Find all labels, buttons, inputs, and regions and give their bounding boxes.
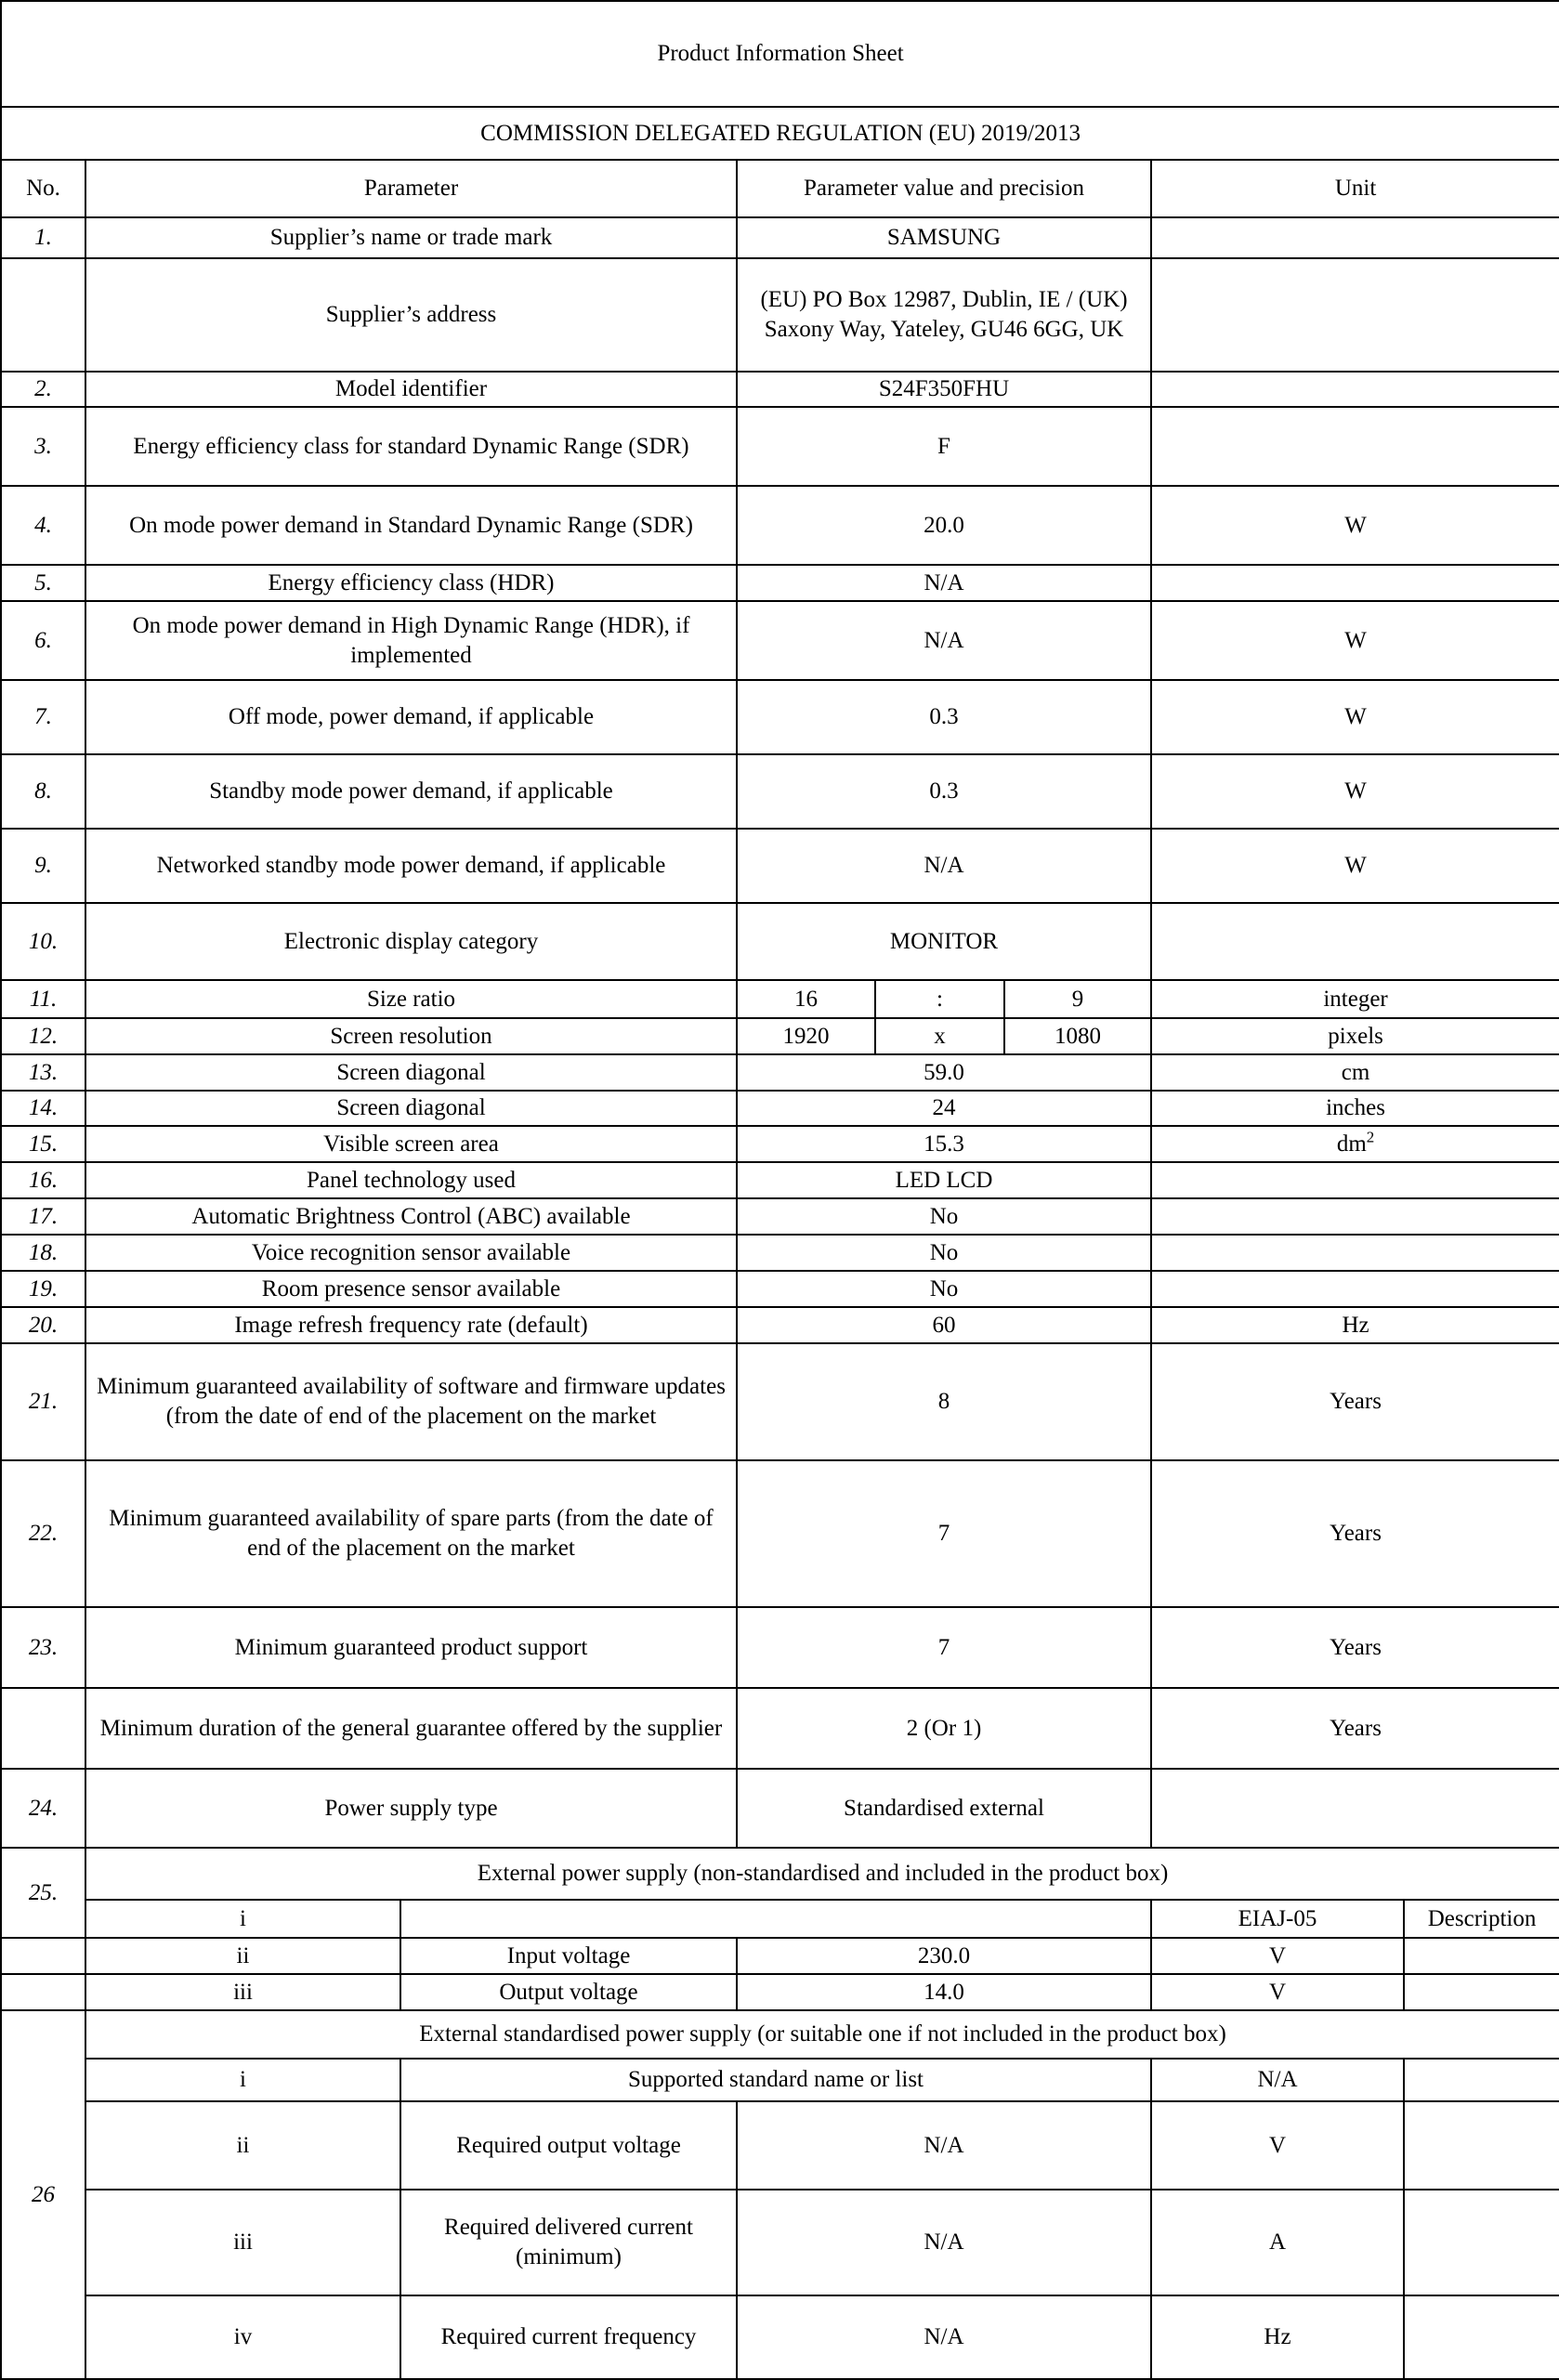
row-parameter: Energy efficiency class (HDR) [85, 565, 737, 601]
table-row [1, 1126, 1559, 1162]
unit-text: dm [1336, 1131, 1367, 1157]
table-row [1, 1307, 1559, 1343]
section-26-row [1, 2295, 1559, 2379]
section-26-row [1, 2059, 1559, 2101]
row-value: SAMSUNG [737, 217, 1151, 258]
row-parameter: On mode power demand in High Dynamic Range (HDR), if implemented [85, 601, 737, 680]
table-row [1, 1235, 1559, 1271]
subrow-parameter: Required current frequency [400, 2295, 737, 2379]
section-26-heading: External standardised power supply (or suitable one if not included in the product box) [85, 2010, 1559, 2059]
subrow-description [1404, 2101, 1559, 2190]
row-value: 0.3 [737, 680, 1151, 754]
subrow-unit: V [1151, 2101, 1404, 2190]
row-value: 15.3 [737, 1126, 1151, 1162]
table-row [1, 829, 1559, 903]
subrow-label: iv [85, 2295, 400, 2379]
row-no: 16. [1, 1162, 85, 1198]
table-row-split [1, 980, 1559, 1018]
row-unit [1151, 372, 1559, 407]
table-row [1, 407, 1559, 486]
table-row [1, 1343, 1559, 1460]
row-no: 10. [1, 903, 85, 980]
row-unit: W [1151, 486, 1559, 565]
table-row [1, 903, 1559, 980]
row-no: 11. [1, 980, 85, 1018]
row-value: 24 [737, 1091, 1151, 1126]
row-no: 3. [1, 407, 85, 486]
subrow-label: ii [85, 1938, 400, 1974]
subrow-parameter: Input voltage [400, 1938, 737, 1974]
row-unit: W [1151, 680, 1559, 754]
subrow-label: i [85, 1900, 400, 1938]
row-parameter: Electronic display category [85, 903, 737, 980]
table-row [1, 565, 1559, 601]
row-value-1: 1920 [737, 1018, 875, 1054]
table-row [1, 1769, 1559, 1848]
table-row [1, 1162, 1559, 1198]
table-row [1, 1607, 1559, 1688]
row-value: F [737, 407, 1151, 486]
row-no: 14. [1, 1091, 85, 1126]
row-no: 4. [1, 486, 85, 565]
row-unit: W [1151, 754, 1559, 829]
row-parameter: Off mode, power demand, if applicable [85, 680, 737, 754]
table-row [1, 372, 1559, 407]
row-parameter: Model identifier [85, 372, 737, 407]
row-value: No [737, 1271, 1151, 1307]
row-value: Standardised external [737, 1769, 1151, 1848]
table-row [1, 754, 1559, 829]
subrow-description [1404, 1974, 1559, 2010]
table-row [1, 1091, 1559, 1126]
row-unit: pixels [1151, 1018, 1559, 1054]
col-header-parameter: Parameter [85, 160, 737, 217]
row-value: S24F350FHU [737, 372, 1151, 407]
subrow-value: 14.0 [737, 1974, 1151, 2010]
table-row [1, 680, 1559, 754]
table-row [1, 486, 1559, 565]
row-no: 9. [1, 829, 85, 903]
row-value: (EU) PO Box 12987, Dublin, IE / (UK) Saxony Way, Yateley, GU46 6GG, UK [737, 258, 1151, 372]
row-value: MONITOR [737, 903, 1151, 980]
subtitle-row [1, 107, 1559, 160]
row-parameter: Minimum guaranteed product support [85, 1607, 737, 1688]
row-no: 13. [1, 1054, 85, 1091]
row-parameter: Screen diagonal [85, 1054, 737, 1091]
row-parameter: Energy efficiency class for standard Dynamic Range (SDR) [85, 407, 737, 486]
table-row [1, 1271, 1559, 1307]
subrow-value: N/A [1151, 2059, 1404, 2101]
section-26-row [1, 2190, 1559, 2295]
subrow-description: Description [1404, 1900, 1559, 1938]
row-no: 23. [1, 1607, 85, 1688]
section-25-row [1, 1900, 1559, 1938]
row-value: No [737, 1198, 1151, 1235]
table-row [1, 258, 1559, 372]
table-row-split [1, 1018, 1559, 1054]
row-value-separator: x [875, 1018, 1004, 1054]
subrow-description [1404, 2190, 1559, 2295]
row-no [1, 1974, 85, 2010]
section-25-no: 25. [1, 1848, 85, 1938]
row-no: 20. [1, 1307, 85, 1343]
row-no: 17. [1, 1198, 85, 1235]
subrow-parameter: Required delivered current (minimum) [400, 2190, 737, 2295]
row-no: 2. [1, 372, 85, 407]
subrow-description [1404, 1938, 1559, 1974]
table-row [1, 1198, 1559, 1235]
col-header-no: No. [1, 160, 85, 217]
subrow-unit: EIAJ-05 [1151, 1900, 1404, 1938]
row-value: 7 [737, 1607, 1151, 1688]
row-value: 60 [737, 1307, 1151, 1343]
row-value: 59.0 [737, 1054, 1151, 1091]
row-unit [1151, 1769, 1559, 1848]
subrow-description [1404, 2295, 1559, 2379]
unit-superscript: 2 [1366, 1128, 1375, 1146]
row-no: 19. [1, 1271, 85, 1307]
row-no [1, 1938, 85, 1974]
row-parameter: Screen diagonal [85, 1091, 737, 1126]
row-parameter: Supplier’s name or trade mark [85, 217, 737, 258]
subrow-label: ii [85, 2101, 400, 2190]
row-value-2: 1080 [1004, 1018, 1151, 1054]
row-parameter: Visible screen area [85, 1126, 737, 1162]
col-header-unit: Unit [1151, 160, 1559, 217]
row-parameter: Automatic Brightness Control (ABC) available [85, 1198, 737, 1235]
row-value: 20.0 [737, 486, 1151, 565]
title-row [1, 1, 1559, 107]
table-row [1, 1688, 1559, 1769]
subrow-value: N/A [737, 2295, 1151, 2379]
row-unit: Years [1151, 1688, 1559, 1769]
row-unit [1151, 217, 1559, 258]
row-unit: Years [1151, 1460, 1559, 1607]
row-parameter: Size ratio [85, 980, 737, 1018]
subrow-unit: V [1151, 1974, 1404, 2010]
subrow-parameter: Required output voltage [400, 2101, 737, 2190]
table-row [1, 601, 1559, 680]
subrow-unit: Hz [1151, 2295, 1404, 2379]
subrow-value: N/A [737, 2190, 1151, 2295]
subrow-label: iii [85, 1974, 400, 2010]
row-no: 12. [1, 1018, 85, 1054]
section-25-row [1, 1938, 1559, 1974]
subrow-value: 230.0 [737, 1938, 1151, 1974]
page-title: Product Information Sheet [1, 1, 1559, 107]
row-value-1: 16 [737, 980, 875, 1018]
row-unit: W [1151, 601, 1559, 680]
row-unit: inches [1151, 1091, 1559, 1126]
row-parameter: Panel technology used [85, 1162, 737, 1198]
row-parameter: Screen resolution [85, 1018, 737, 1054]
subrow-parameter: Supported standard name or list [400, 2059, 1151, 2101]
row-unit [1151, 258, 1559, 372]
row-value: N/A [737, 601, 1151, 680]
row-no: 18. [1, 1235, 85, 1271]
section-25-header-row [1, 1848, 1559, 1900]
row-unit: cm [1151, 1054, 1559, 1091]
subrow-unit: V [1151, 1938, 1404, 1974]
row-value-separator: : [875, 980, 1004, 1018]
row-unit [1151, 1198, 1559, 1235]
row-parameter: Minimum guaranteed availability of software and firmware updates (from the date of end of the placement on the market [85, 1343, 737, 1460]
row-unit: integer [1151, 980, 1559, 1018]
row-parameter: Image refresh frequency rate (default) [85, 1307, 737, 1343]
subrow-unit: A [1151, 2190, 1404, 2295]
row-no: 24. [1, 1769, 85, 1848]
row-no: 21. [1, 1343, 85, 1460]
row-parameter: Supplier’s address [85, 258, 737, 372]
row-unit [1151, 1235, 1559, 1271]
subrow-parameter [400, 1900, 1151, 1938]
row-parameter: On mode power demand in Standard Dynamic Range (SDR) [85, 486, 737, 565]
row-value: No [737, 1235, 1151, 1271]
row-unit [1151, 1126, 1559, 1162]
row-value: 7 [737, 1460, 1151, 1607]
col-header-value: Parameter value and precision [737, 160, 1151, 217]
subrow-description [1404, 2059, 1559, 2101]
row-no: 15. [1, 1126, 85, 1162]
row-value: 2 (Or 1) [737, 1688, 1151, 1769]
row-value: N/A [737, 565, 1151, 601]
table-row [1, 1460, 1559, 1607]
row-parameter: Minimum duration of the general guarantee offered by the supplier [85, 1688, 737, 1769]
table-row [1, 1054, 1559, 1091]
row-no: 22. [1, 1460, 85, 1607]
row-unit [1151, 407, 1559, 486]
row-no: 6. [1, 601, 85, 680]
row-value: LED LCD [737, 1162, 1151, 1198]
subrow-parameter: Output voltage [400, 1974, 737, 2010]
subrow-label: iii [85, 2190, 400, 2295]
row-parameter: Room presence sensor available [85, 1271, 737, 1307]
regulation-subtitle: COMMISSION DELEGATED REGULATION (EU) 2019/2013 [1, 107, 1559, 160]
section-26-header-row [1, 2010, 1559, 2059]
section-26-no: 26 [1, 2010, 85, 2379]
table-row [1, 217, 1559, 258]
row-no [1, 258, 85, 372]
row-no [1, 1688, 85, 1769]
row-parameter: Voice recognition sensor available [85, 1235, 737, 1271]
row-no: 8. [1, 754, 85, 829]
row-unit [1151, 903, 1559, 980]
row-value: 8 [737, 1343, 1151, 1460]
section-25-row [1, 1974, 1559, 2010]
subrow-label: i [85, 2059, 400, 2101]
row-value: 0.3 [737, 754, 1151, 829]
section-25-heading: External power supply (non-standardised and included in the product box) [85, 1848, 1559, 1900]
row-unit [1151, 1162, 1559, 1198]
section-26-row [1, 2101, 1559, 2190]
row-no: 5. [1, 565, 85, 601]
row-unit: Years [1151, 1607, 1559, 1688]
row-parameter: Minimum guaranteed availability of spare parts (from the date of end of the placement on the market [85, 1460, 737, 1607]
row-unit: Hz [1151, 1307, 1559, 1343]
row-parameter: Power supply type [85, 1769, 737, 1848]
row-value: N/A [737, 829, 1151, 903]
table-header-row [1, 160, 1559, 217]
subrow-value: N/A [737, 2101, 1151, 2190]
row-value-2: 9 [1004, 980, 1151, 1018]
row-parameter: Networked standby mode power demand, if applicable [85, 829, 737, 903]
row-unit [1151, 565, 1559, 601]
row-unit: W [1151, 829, 1559, 903]
row-no: 7. [1, 680, 85, 754]
row-parameter: Standby mode power demand, if applicable [85, 754, 737, 829]
row-unit: Years [1151, 1343, 1559, 1460]
row-unit [1151, 1271, 1559, 1307]
row-no: 1. [1, 217, 85, 258]
